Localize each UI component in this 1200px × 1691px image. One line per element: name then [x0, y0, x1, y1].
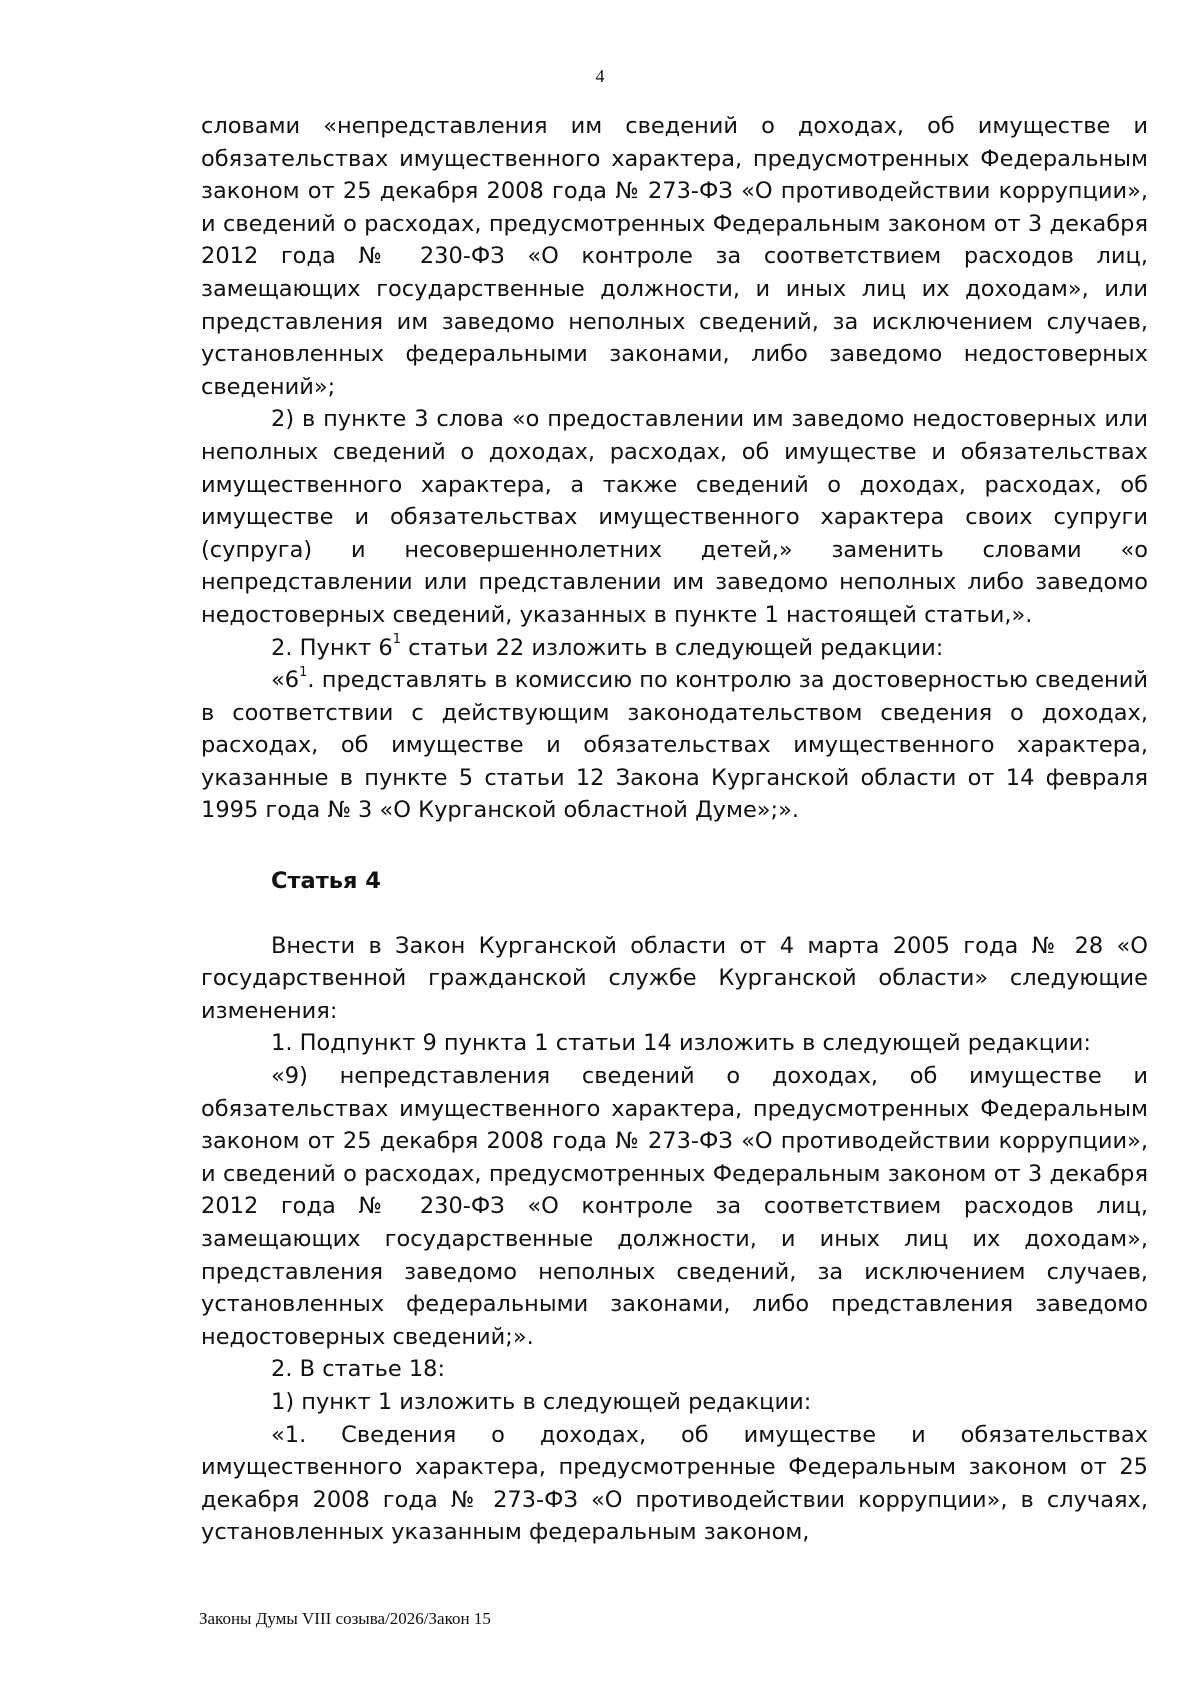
quote-superscript: 1	[299, 664, 308, 680]
article-4-paragraph-intro: Внести в Закон Курганской области от 4 марта 2005 года № 28 «О государственной гражданской службе Курганской области» следующие изменения:	[201, 932, 1148, 1024]
quote-text-before: «6	[271, 667, 300, 694]
quote-text-after: . представлять в комиссию по контролю за достоверностью сведений в соответствии с действующим законодательством сведения о доходах, расходах, об имуществе и обязательствах имущественного характера, указанные в пункте 5 статьи 12 Закона Курганской области от 14 февраля 1995 года № 3 «О Курганской областной Думе»;».	[201, 667, 1148, 824]
document-body	[201, 110, 1148, 1549]
item2-superscript: 1	[392, 632, 402, 647]
item2-text-after: статьи 22 изложить в следующей редакции:	[401, 634, 944, 661]
item2-text-before: 2. Пункт 6	[271, 634, 393, 661]
article-4-paragraph-item-1: 1. Подпункт 9 пункта 1 статьи 14 изложить в следующей редакции:	[271, 1030, 1091, 1057]
article-4-paragraph-item-2: 2. В статье 18:	[271, 1356, 446, 1383]
paragraph-item-2	[201, 632, 1148, 665]
page-number: 4	[595, 66, 605, 86]
article-4-paragraph-quote-9: «9) непредставления сведений о доходах, об имуществе и обязательствах имущественного характера, предусмотренных Федеральным законом от 25 декабря 2008 года № 273-ФЗ «О противодействии коррупции», и сведений о расходах, предусмотренных Федеральным законом от 3 декабря 2012 года № 230-ФЗ «О контроле за соответствием расходов лиц, замещающих государственные должности, и иных лиц их доходам», представления заведомо неполных сведений, за исключением случаев, установленных федеральными законами, либо представления заведомо недостоверных сведений;».	[201, 1063, 1148, 1350]
paragraph-item-2-quote	[201, 664, 1148, 827]
article-heading: Статья 4	[271, 868, 381, 895]
footer-document-id: Законы Думы VIII созыва/2026/Закон 15	[199, 1609, 491, 1628]
paragraph-continuation: словами «непредставления им сведений о доходах, об имуществе и обязательствах имущественного характера, предусмотренных Федеральным законом от 25 декабря 2008 года № 273-ФЗ «О противодействии коррупции», и сведений о расходах, предусмотренных Федеральным законом от 3 декабря 2012 года № 230-ФЗ «О контроле за соответствием расходов лиц, замещающих государственные должности, и иных лиц их доходам», или представления им заведомо неполных сведений, за исключением случаев, установленных федеральными законами, либо заведомо недостоверных сведений»;	[201, 113, 1148, 400]
paragraph-item-2-subpoint: 2) в пункте 3 слова «о предоставлении им заведомо недостоверных или неполных сведений о доходах, расходах, об имуществе и обязательствах имущественного характера, а также сведений о доходах, расходах, об имуществе и обязательствах имущественного характера своих супруги (супруга) и несовершеннолетних детей,» заменить словами «о непредставлении или представлении им заведомо неполных либо заведомо недостоверных сведений, указанных в пункте 1 настоящей статьи,».	[201, 406, 1148, 628]
article-4-paragraph-subpoint-1: 1) пункт 1 изложить в следующей редакции:	[271, 1388, 812, 1415]
article-4-paragraph-quote-1: «1. Сведения о доходах, об имуществе и обязательствах имущественного характера, предусмотренные Федеральным законом от 25 декабря 2008 года № 273-ФЗ «О противодействии коррупции», в случаях, установленных указанным федеральным законом,	[201, 1421, 1148, 1546]
